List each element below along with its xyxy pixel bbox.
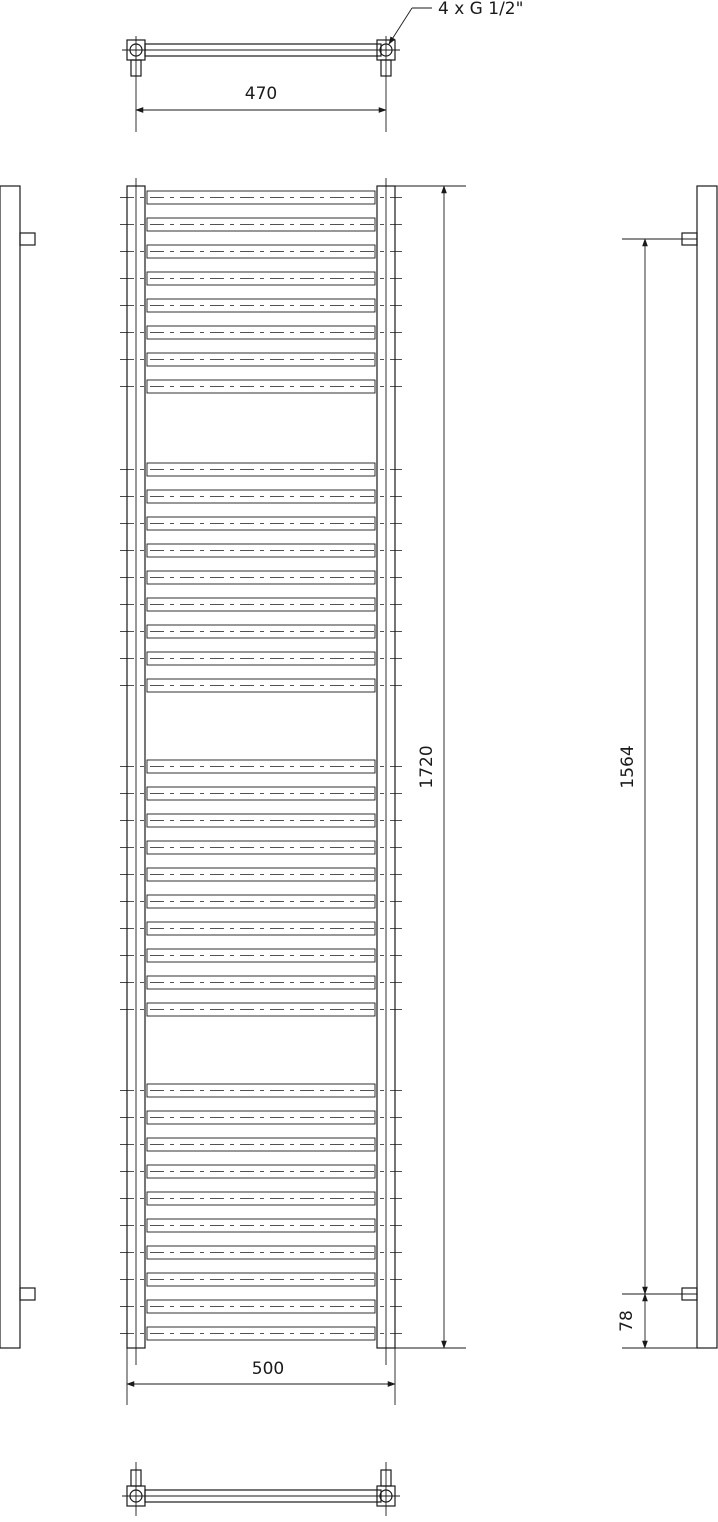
bottom-view [122,1462,400,1516]
connection-label: 4 x G 1/2" [438,0,524,19]
height-label: 1720 [417,745,437,789]
bottom-offset-label: 78 [617,1310,637,1332]
width-label: 500 [251,1359,285,1379]
left-side-profile [0,186,20,1348]
left-side-view [0,186,35,1348]
rails [120,191,402,1340]
left-side-upper-bracket [20,233,35,245]
side-spacing-label: 1564 [618,745,638,789]
top-view [122,0,523,132]
top-spacing-label: 470 [244,84,278,104]
right-side-profile [697,186,717,1348]
left-side-lower-bracket [20,1288,35,1300]
front-view [120,178,466,1405]
connection-leader [389,8,412,44]
right-side-view [617,186,717,1348]
